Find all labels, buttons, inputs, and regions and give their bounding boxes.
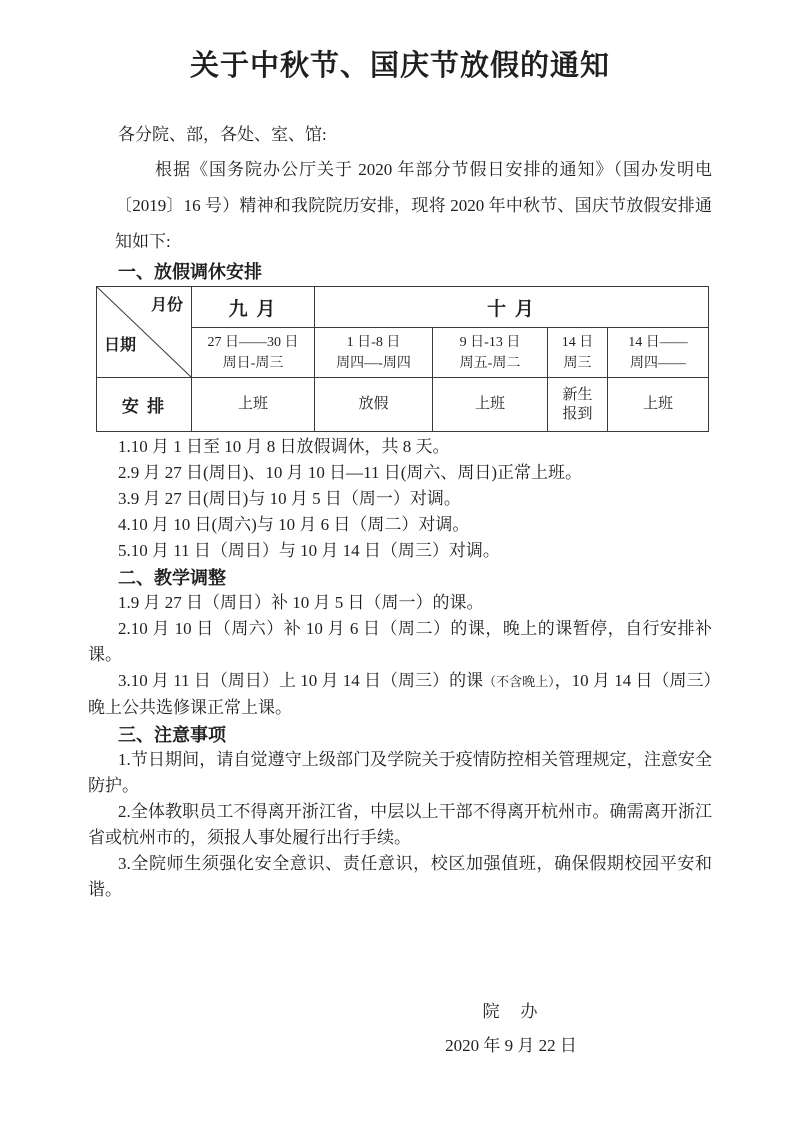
table-corner-cell (97, 287, 192, 378)
arrangement-row-label: 安 排 (97, 378, 192, 432)
section-2-heading: 二、教学调整 (118, 568, 226, 588)
corner-label-date: 日期 (104, 337, 137, 354)
signature-date: 2020 年 9 月 22 日 (445, 1036, 577, 1055)
month-september-cell: 九 月 (192, 287, 315, 328)
notice-item: 1.10 月 1 日至 10 月 8 日放假调休，共 8 天。 (118, 437, 450, 456)
month-october-cell: 十 月 (315, 287, 709, 328)
signature-name: 院 办 (482, 1002, 540, 1021)
table-row-arrangement (97, 378, 709, 432)
notice-item-text: 3.10 月 11 日（周日）上 10 月 14 日（周三）的课 (118, 671, 484, 690)
arrangement-cell: 上班 (433, 378, 548, 432)
section-3-heading: 三、注意事项 (118, 725, 226, 745)
date-range-cell: 9 日-13 日 周五-周二 (433, 328, 548, 378)
salutation: 各分院、部，各处、室、馆: (118, 125, 327, 144)
notice-item: 2.9 月 27 日(周日)、10 月 10 日—11 日(周六、周日)正常上班。 (118, 463, 583, 482)
corner-label-month: 月份 (150, 297, 183, 314)
intro-paragraph: 根据《国务院办公厅关于 2020 年部分节假日安排的通知》（国办发明电〔2019〕16 号）精神和我院院历安排，现将 2020 年中秋节、国庆节放假安排通知如下: (115, 160, 712, 251)
date-range-cell: 14 日 周三 (548, 328, 608, 378)
notice-item (88, 668, 712, 721)
notice-item: 1.9 月 27 日（周日）补 10 月 5 日（周一）的课。 (118, 593, 484, 612)
notice-item: 2.10 月 10 日（周六）补 10 月 6 日（周二）的课，晚上的课暂停，自行安排补课。 (88, 619, 712, 664)
notice-item: 3.9 月 27 日(周日)与 10 月 5 日（周一）对调。 (118, 489, 461, 508)
holiday-schedule-table (96, 286, 709, 432)
notice-item: 5.10 月 11 日（周日）与 10 月 14 日（周三）对调。 (118, 541, 500, 560)
table-row-months (97, 287, 709, 328)
date-range-cell: 1 日-8 日 周四—-周四 (315, 328, 433, 378)
arrangement-cell: 放假 (315, 378, 433, 432)
date-range-cell: 27 日——30 日 周日-周三 (192, 328, 315, 378)
notice-item-small-note: （不含晚上） (483, 674, 555, 689)
notice-item: 1.节日期间，请自觉遵守上级部门及学院关于疫情防控相关管理规定，注意安全防护。 (88, 750, 712, 795)
arrangement-cell: 新生 报到 (548, 378, 608, 432)
notice-item: 3.全院师生须强化安全意识、责任意识，校区加强值班，确保假期校园平安和谐。 (88, 854, 712, 899)
signature-block (426, 999, 596, 1059)
notice-item: 2.全体教职员工不得离开浙江省，中层以上干部不得离开杭州市。确需离开浙江省或杭州市的，须报人事处履行出行手续。 (88, 802, 712, 847)
date-range-cell: 14 日—— 周四—— (608, 328, 709, 378)
notice-item: 4.10 月 10 日(周六)与 10 月 6 日（周二）对调。 (118, 515, 470, 534)
arrangement-cell: 上班 (608, 378, 709, 432)
notice-item-text: ，10 月 14 日（周三）晚上公共选修课正常上课。 (88, 671, 712, 717)
arrangement-cell: 上班 (192, 378, 315, 432)
section-1-heading: 一、放假调休安排 (118, 262, 262, 282)
document-title: 关于中秋节、国庆节放假的通知 (189, 50, 610, 82)
